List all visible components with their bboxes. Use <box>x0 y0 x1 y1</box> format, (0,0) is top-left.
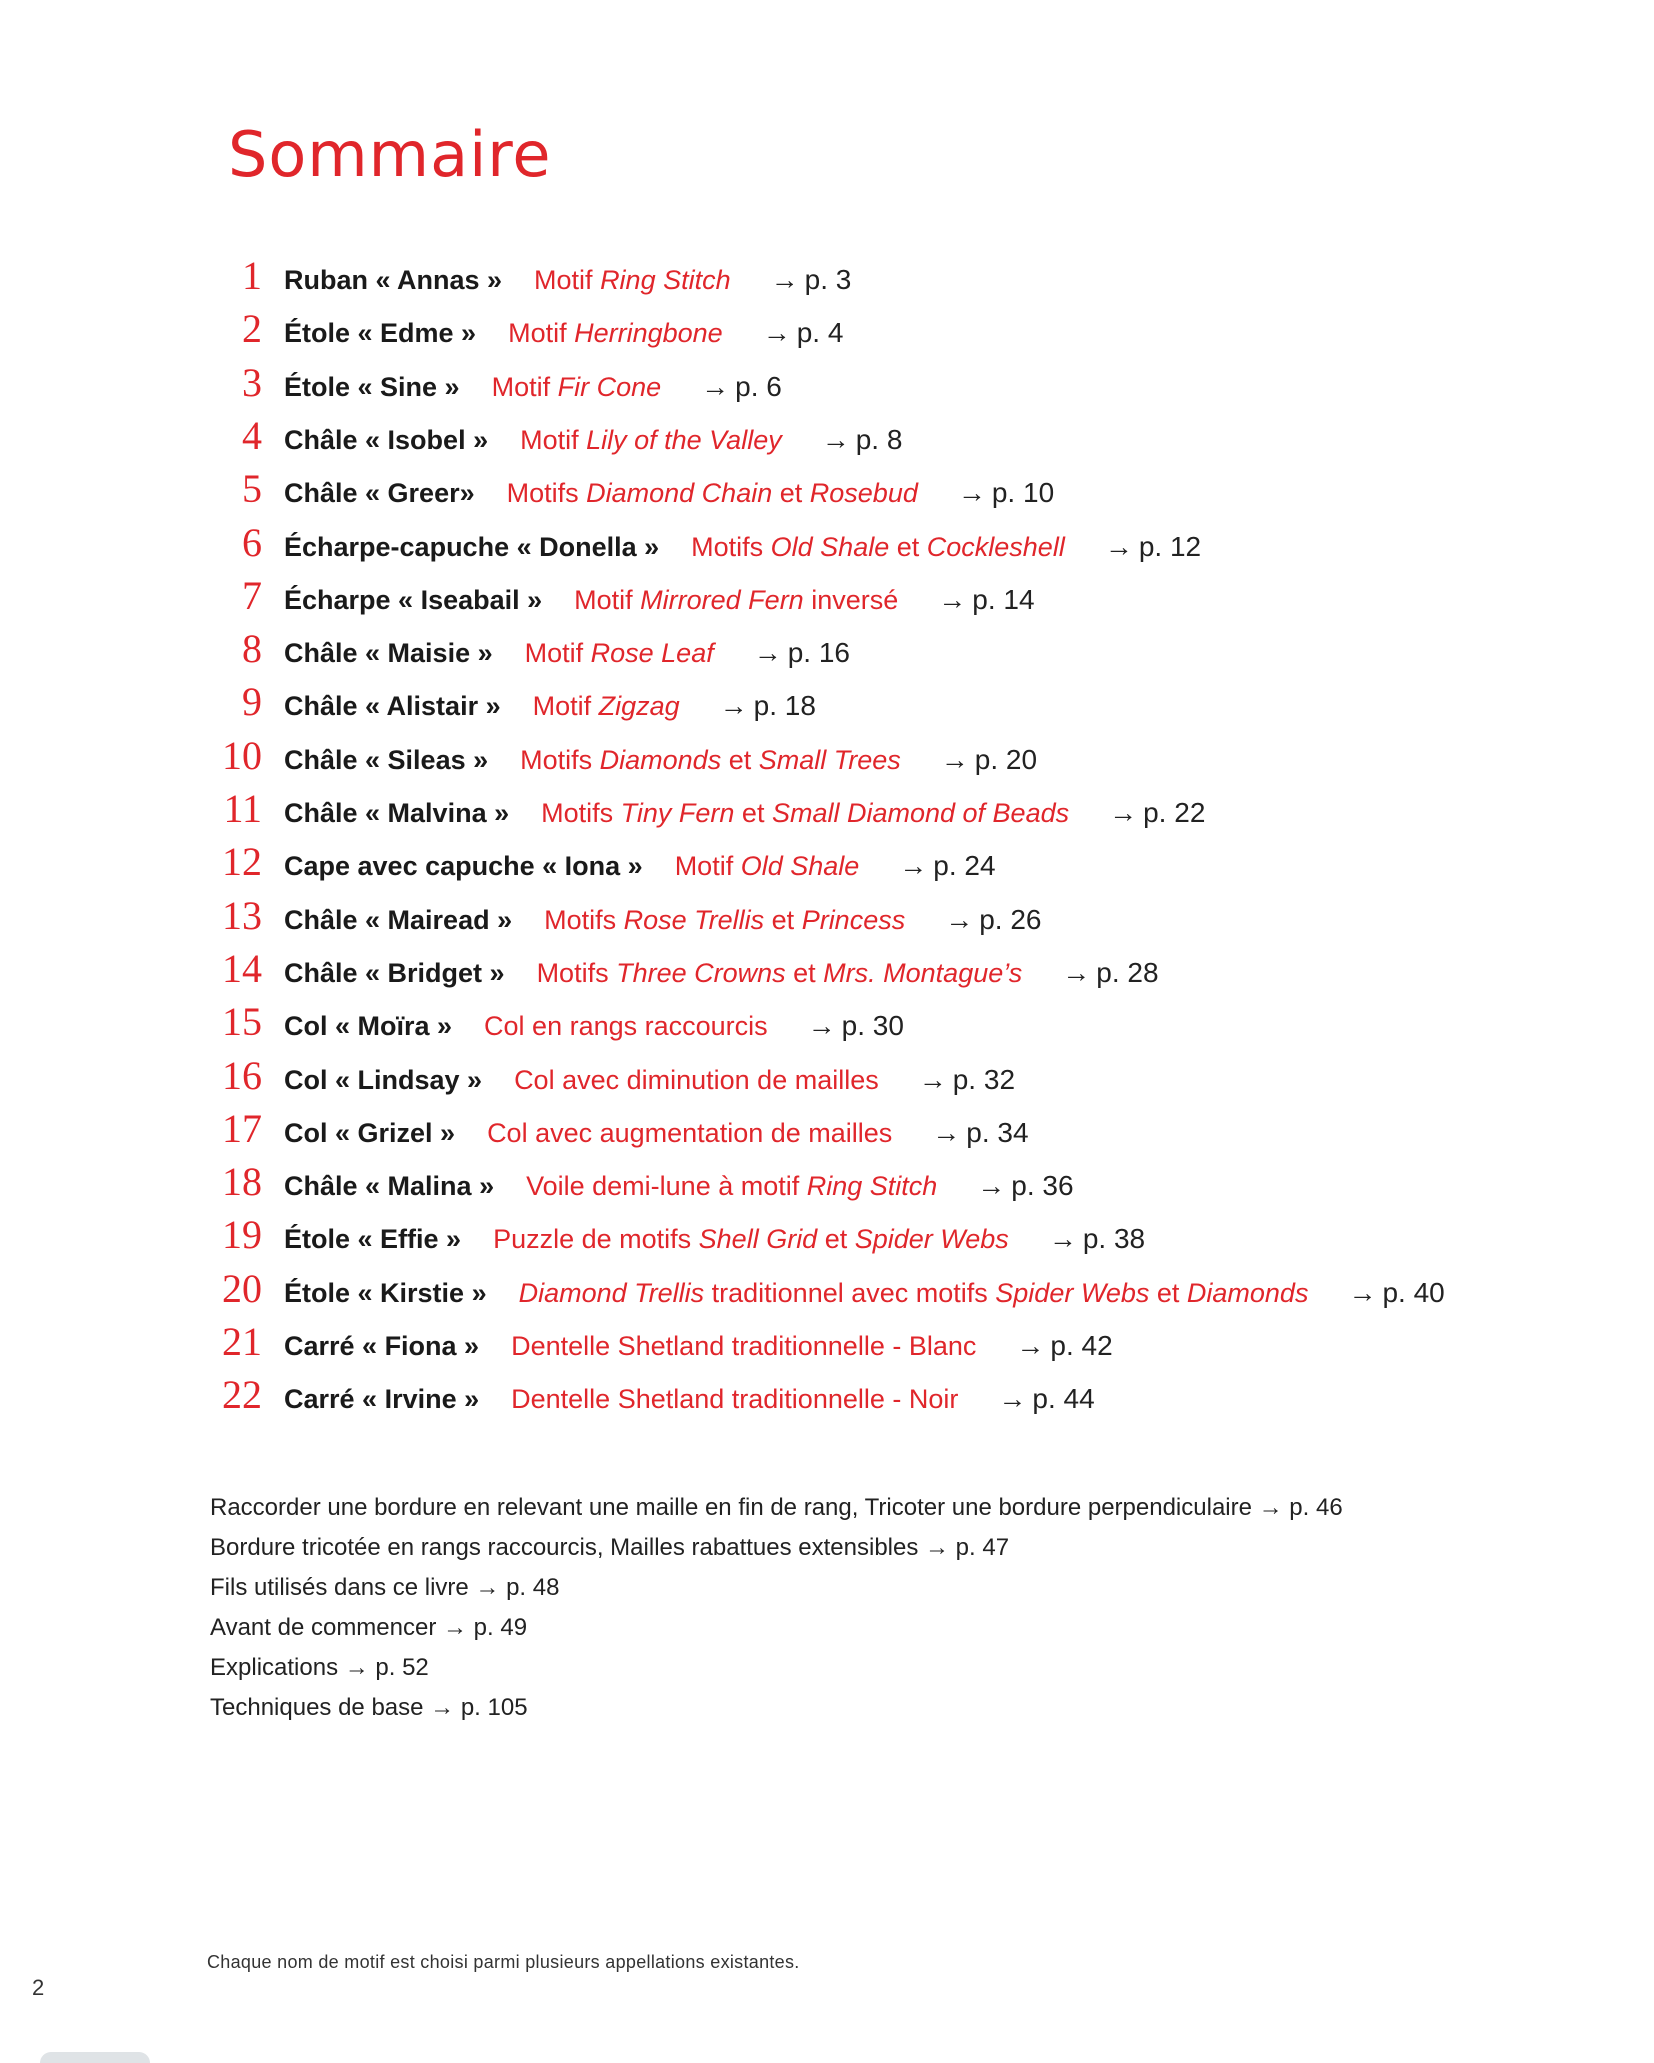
additional-sections <box>210 1488 1343 1728</box>
entry-page-ref[interactable] <box>701 371 782 403</box>
entry-motif <box>514 1065 879 1096</box>
motif-name-italic: Diamond Trellis <box>518 1277 705 1308</box>
motif-name-italic: Small Diamond of Beads <box>771 798 1070 828</box>
motif-name-italic: Spider Webs <box>854 1224 1009 1255</box>
entry-page-ref[interactable] <box>977 1170 1073 1202</box>
motif-name-italic: Mirrored Fern <box>640 584 804 615</box>
page-title: Sommaire <box>228 118 552 191</box>
entry-number: 9 <box>242 679 262 725</box>
toc-entry[interactable] <box>210 1158 1074 1212</box>
arrow-right-icon: → <box>932 1116 961 1148</box>
motif-text: et <box>817 1224 855 1255</box>
entry-motif <box>484 1011 768 1042</box>
page-ref-text: p. 18 <box>753 690 816 722</box>
motif-text: Motifs <box>506 478 587 509</box>
arrow-right-icon: → <box>1348 1276 1377 1308</box>
motif-text: Motif <box>508 318 575 349</box>
entry-page-ref[interactable] <box>941 744 1037 776</box>
entry-motif <box>574 585 898 616</box>
motif-name-italic: Mrs. Montague’s <box>823 957 1023 988</box>
toc-entry[interactable] <box>210 1211 1145 1265</box>
entry-page-ref[interactable] <box>932 1117 1028 1149</box>
toc-entry[interactable] <box>210 1318 1113 1372</box>
entry-number: 10 <box>222 732 262 778</box>
entry-motif <box>492 372 662 403</box>
entry-motif <box>511 1384 958 1415</box>
entry-title: Carré « Irvine » <box>284 1384 480 1415</box>
entry-page-ref[interactable] <box>1109 797 1205 829</box>
page-ref-text: p. 14 <box>972 583 1035 615</box>
entry-motif <box>520 745 901 776</box>
arrow-right-icon: → <box>957 477 986 509</box>
entry-title: Écharpe « Iseabail » <box>284 584 543 615</box>
entry-page-ref[interactable] <box>1348 1277 1444 1309</box>
motif-text: Col avec augmentation de mailles <box>487 1117 893 1148</box>
entry-motif <box>533 691 680 722</box>
motif-name-italic: Cockleshell <box>926 531 1065 562</box>
motif-name-italic: Princess <box>801 904 906 935</box>
entry-page-ref[interactable] <box>958 477 1054 509</box>
motif-text: Voile demi-lune à motif <box>526 1171 807 1202</box>
toc-entry[interactable] <box>210 519 1201 573</box>
arrow-right-icon: → <box>719 690 748 722</box>
motif-text: Col en rangs raccourcis <box>484 1011 768 1042</box>
page-ref-text: p. 40 <box>1382 1276 1445 1308</box>
page-ref-text: p. 4 <box>796 317 844 349</box>
arrow-right-icon: → <box>1016 1330 1045 1361</box>
entry-motif <box>675 851 860 882</box>
entry-motif <box>691 532 1065 563</box>
toc-entry[interactable] <box>210 305 843 359</box>
entry-motif <box>508 318 723 349</box>
entry-motif <box>519 1278 1309 1309</box>
extra-section-link[interactable]: Bordure tricotée en rangs raccourcis, Mailles rabattues extensibles → p. 47 <box>210 1534 1010 1561</box>
motif-text: traditionnel avec motifs <box>704 1277 996 1308</box>
toc-entry[interactable] <box>210 359 782 413</box>
motif-name-italic: Old Shale <box>740 851 860 882</box>
motif-name-italic: Rosebud <box>809 478 918 509</box>
motif-name-italic: Ring Stitch <box>806 1171 938 1202</box>
toc-entry[interactable] <box>210 252 851 306</box>
motif-name-italic: Spider Webs <box>995 1277 1150 1308</box>
toc-entry[interactable] <box>210 1371 1095 1425</box>
motif-name-italic: Fir Cone <box>557 371 662 402</box>
entry-number: 1 <box>242 253 262 298</box>
page-ref-text: p. 34 <box>966 1116 1029 1148</box>
motif-name-italic: Lily of the Valley <box>586 424 782 455</box>
entry-motif <box>544 905 905 936</box>
motif-name-italic: Herringbone <box>574 318 723 349</box>
entry-motif <box>493 1224 1009 1255</box>
entry-number: 12 <box>222 839 262 885</box>
entry-title: Étole « Edme » <box>284 318 477 349</box>
motif-text: Motif <box>491 371 558 402</box>
entry-number: 22 <box>222 1372 262 1418</box>
page-ref-text: p. 28 <box>1096 956 1159 988</box>
entry-number: 6 <box>242 519 262 565</box>
entry-motif <box>511 1331 976 1362</box>
extra-section-link[interactable]: Fils utilisés dans ce livre → p. 48 <box>210 1574 560 1601</box>
entry-number: 21 <box>222 1319 262 1364</box>
entry-number: 8 <box>242 626 262 672</box>
motif-name-italic: Old Shale <box>770 531 890 562</box>
motif-text: Puzzle de motifs <box>493 1224 699 1255</box>
entry-page-ref[interactable] <box>771 264 852 296</box>
motif-name-italic: Three Crowns <box>616 957 786 988</box>
motif-text: Motifs <box>544 904 624 935</box>
entry-motif <box>487 1118 892 1149</box>
arrow-right-icon: → <box>1048 1223 1077 1255</box>
toc-entry[interactable] <box>210 678 816 732</box>
entry-title: Châle « Malina » <box>284 1171 495 1202</box>
entry-page-ref[interactable] <box>763 317 844 349</box>
toc-entry[interactable] <box>210 732 1037 786</box>
arrow-right-icon: → <box>770 264 799 295</box>
arrow-right-icon: → <box>977 1170 1006 1202</box>
toc-entry[interactable] <box>210 412 902 466</box>
page-ref-text: p. 32 <box>952 1063 1016 1095</box>
arrow-right-icon: → <box>1104 530 1133 562</box>
entry-page-ref[interactable] <box>945 904 1041 936</box>
extra-section-link[interactable]: Avant de commencer → p. 49 <box>210 1614 528 1641</box>
motif-text: Motif <box>520 424 587 455</box>
entry-page-ref[interactable] <box>808 1010 904 1042</box>
page-ref-text: p. 42 <box>1050 1330 1113 1361</box>
entry-title: Châle « Bridget » <box>284 957 505 988</box>
entry-page-ref[interactable] <box>822 424 903 456</box>
entry-title: Ruban « Annas » <box>284 265 503 295</box>
entry-number: 3 <box>242 359 262 405</box>
motif-name-italic: Shell Grid <box>698 1224 818 1255</box>
extra-section-link[interactable]: Raccorder une bordure en relevant une maille en fin de rang, Tricoter une bordure perpendiculaire → p. 46 <box>210 1494 1343 1521</box>
corner-decoration <box>40 2052 150 2063</box>
entry-title: Col « Moïra » <box>284 1011 453 1042</box>
entry-motif <box>507 478 918 509</box>
page-ref-text: p. 30 <box>841 1010 904 1042</box>
page-ref-text: p. 3 <box>804 264 852 295</box>
entry-title: Châle « Alistair » <box>284 691 501 722</box>
entry-page-ref[interactable] <box>720 690 816 722</box>
entry-number: 5 <box>242 466 262 512</box>
arrow-right-icon: → <box>807 1010 836 1042</box>
motif-text: Dentelle Shetland traditionnelle - Noir <box>511 1384 959 1415</box>
arrow-right-icon: → <box>1109 797 1138 828</box>
motif-name-italic: Rose Trellis <box>623 904 765 935</box>
entry-title: Châle « Mairead » <box>284 904 513 935</box>
arrow-right-icon: → <box>701 370 730 402</box>
entry-title: Carré « Fiona » <box>284 1331 480 1361</box>
entry-number: 2 <box>242 306 262 352</box>
motif-name-italic: Diamonds <box>599 744 722 775</box>
page-ref-text: p. 26 <box>979 903 1042 935</box>
motif-text: Motif <box>532 691 599 722</box>
entry-number: 4 <box>242 412 262 458</box>
extra-section-link[interactable]: Explications → p. 52 <box>210 1654 429 1681</box>
entry-title: Châle « Isobel » <box>284 424 489 455</box>
entry-title: Col « Grizel » <box>284 1117 456 1148</box>
entry-title: Étole « Effie » <box>284 1224 462 1255</box>
page-ref-text: p. 36 <box>1011 1170 1074 1202</box>
motif-text: Col avec diminution de mailles <box>514 1064 879 1095</box>
entry-title: Étole « Sine » <box>284 371 460 402</box>
motif-text: et <box>785 957 824 988</box>
entry-motif <box>520 425 782 456</box>
extra-section-link[interactable]: Techniques de base → p. 105 <box>210 1694 528 1721</box>
page-ref-text: p. 44 <box>1032 1383 1095 1415</box>
entry-number: 14 <box>222 945 262 991</box>
entry-page-ref[interactable] <box>919 1064 1015 1096</box>
entry-number: 11 <box>223 786 262 831</box>
entry-title: Étole « Kirstie » <box>284 1277 487 1308</box>
motif-text: Motif <box>674 851 741 882</box>
motif-text: Motif <box>534 265 601 295</box>
entry-motif <box>541 798 1069 829</box>
page-ref-text: p. 20 <box>974 743 1038 775</box>
entry-number: 19 <box>222 1212 262 1258</box>
motif-text: Motif <box>524 638 591 669</box>
entry-motif <box>526 1171 937 1202</box>
entry-number: 17 <box>222 1105 262 1151</box>
entry-page-ref[interactable] <box>1062 957 1158 989</box>
entry-title: Châle « Malvina » <box>284 798 510 828</box>
arrow-right-icon: → <box>1062 956 1091 988</box>
entry-page-ref[interactable] <box>998 1383 1094 1415</box>
entry-title: Col « Lindsay » <box>284 1064 483 1095</box>
motif-text: et <box>734 798 772 828</box>
toc-entry[interactable] <box>210 465 1054 519</box>
arrow-right-icon: → <box>821 423 850 455</box>
page-ref-text: p. 6 <box>735 370 782 402</box>
entry-number: 15 <box>222 999 262 1045</box>
motif-text: Motifs <box>536 957 617 988</box>
page-ref-text: p. 22 <box>1143 797 1206 828</box>
page-ref-text: p. 24 <box>933 850 996 882</box>
toc-entry[interactable] <box>210 625 850 679</box>
entry-number: 20 <box>222 1265 262 1311</box>
toc-entry[interactable] <box>210 785 1205 839</box>
toc-entry[interactable] <box>210 998 904 1052</box>
toc-entry[interactable] <box>210 892 1042 946</box>
motif-name-italic: Tiny Fern <box>620 798 735 828</box>
motif-name-italic: Rose Leaf <box>590 638 714 669</box>
arrow-right-icon: → <box>899 850 928 882</box>
arrow-right-icon: → <box>762 317 791 349</box>
arrow-right-icon: → <box>945 903 974 935</box>
motif-name-italic: Diamond Chain <box>586 478 773 509</box>
motif-text: Motifs <box>520 744 600 775</box>
entry-page-ref[interactable] <box>1049 1223 1145 1255</box>
page-ref-text: p. 12 <box>1138 530 1202 562</box>
arrow-right-icon: → <box>940 743 969 775</box>
page-number: 2 <box>32 1975 45 2000</box>
motif-name-italic: Ring Stitch <box>600 265 731 295</box>
page-ref-text: p. 38 <box>1082 1223 1146 1255</box>
motif-text: inversé <box>803 584 899 615</box>
entry-page-ref[interactable] <box>899 850 995 882</box>
entry-motif <box>534 265 731 296</box>
entry-number: 7 <box>242 572 262 618</box>
entry-title: Châle « Maisie » <box>284 638 493 669</box>
entry-page-ref[interactable] <box>1105 531 1201 563</box>
motif-name-italic: Diamonds <box>1186 1277 1309 1308</box>
entry-page-ref[interactable] <box>754 637 850 669</box>
entry-page-ref[interactable] <box>1016 1330 1112 1362</box>
motif-text: et <box>889 531 927 562</box>
motif-text: Motif <box>574 584 641 615</box>
toc-entry[interactable] <box>210 945 1159 999</box>
toc-entry[interactable] <box>210 1105 1029 1159</box>
toc-entry[interactable] <box>210 1265 1445 1319</box>
toc-entry[interactable] <box>210 838 996 892</box>
arrow-right-icon: → <box>753 637 782 669</box>
page-ref-text: p. 16 <box>787 637 850 669</box>
entry-number: 16 <box>222 1052 262 1098</box>
entry-title: Châle « Greer» <box>284 478 475 509</box>
entry-page-ref[interactable] <box>938 584 1034 616</box>
page-ref-text: p. 8 <box>855 423 903 455</box>
entry-number: 18 <box>222 1159 262 1205</box>
arrow-right-icon: → <box>998 1383 1027 1415</box>
arrow-right-icon: → <box>938 583 967 615</box>
motif-text: et <box>1149 1277 1187 1308</box>
motif-text: Motifs <box>541 798 621 828</box>
motif-name-italic: Zigzag <box>598 691 680 722</box>
entry-motif <box>525 638 714 669</box>
toc-entry[interactable] <box>210 1052 1015 1106</box>
motif-text: et <box>772 478 810 509</box>
motif-text: et <box>764 904 802 935</box>
footnote: Chaque nom de motif est choisi parmi plusieurs appellations existantes. <box>207 1952 800 1972</box>
entry-title: Cape avec capuche « Iona » <box>284 851 643 882</box>
toc-entry[interactable] <box>210 572 1035 626</box>
arrow-right-icon: → <box>918 1063 947 1095</box>
entry-motif <box>537 958 1023 989</box>
motif-text: Dentelle Shetland traditionnelle - Blanc <box>511 1331 977 1361</box>
motif-text: et <box>721 744 759 775</box>
entry-number: 13 <box>222 892 262 938</box>
motif-text: Motifs <box>691 531 771 562</box>
entry-title: Châle « Sileas » <box>284 744 489 775</box>
entry-title: Écharpe-capuche « Donella » <box>284 531 660 562</box>
motif-name-italic: Small Trees <box>758 744 901 775</box>
page-ref-text: p. 10 <box>991 477 1055 509</box>
